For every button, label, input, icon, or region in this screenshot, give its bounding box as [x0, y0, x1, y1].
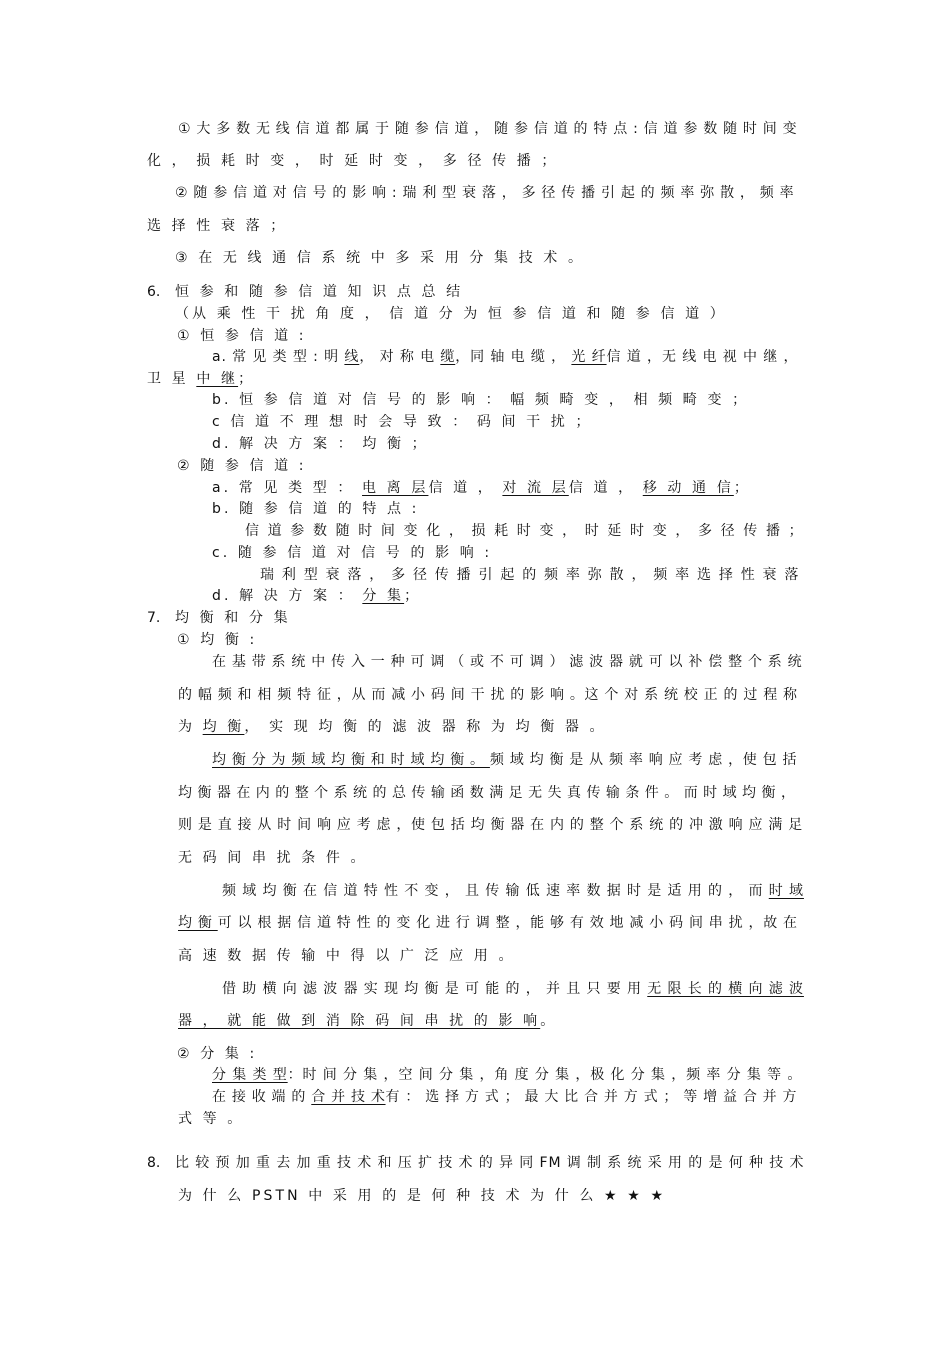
text: 可 以 根 据 信 道 特 性 的 变 化 进 行 调 整 ，能 够 有 效 地 减 小 码 间 串 扰 ，故 在: [217, 915, 798, 931]
underlined-text: 线: [344, 349, 360, 365]
list-item: d. 解 决 方 案 ： 均 衡 ；: [212, 436, 429, 452]
text: ， 对 称 电: [359, 349, 441, 365]
underlined-text: 均 衡: [178, 915, 218, 931]
para-line: 的 幅 频 和 相 频 特 征 ，从 而 减 小 码 间 干 扰 的 影 响 。这 个 对 系 统 校 正 的 过 程 称: [178, 687, 798, 703]
section-number: 6.: [147, 284, 161, 300]
text: 为: [178, 719, 203, 735]
text: 在 接 收 端 的: [212, 1089, 312, 1105]
subheading: ① 均 衡 :: [177, 632, 258, 648]
para-line: 化 ， 损 耗 时 变 ， 时 延 时 变 ， 多 径 传 播 ；: [147, 153, 559, 169]
para-line: ③ 在 无 线 通 信 系 统 中 多 采 用 分 集 技 术 。: [175, 250, 586, 266]
para-line: ② 随 参 信 道 对 信 号 的 影 响 : 瑞 利 型 衰 落 ， 多 径 传 播 引 起 的 频 率 弥 散 ， 频 率: [175, 185, 795, 201]
list-item: 瑞 利 型 衰 落 ， 多 径 传 播 引 起 的 频 率 弥 散 ， 频 率 选 择 性 衰 落: [260, 567, 801, 583]
para-line: [222, 882, 804, 900]
para-line: [212, 751, 797, 769]
para-line: [178, 914, 798, 932]
list-item: b. 恒 参 信 道 对 信 号 的 影 响 ： 幅 频 畸 变 ， 相 频 畸 变 ；: [212, 392, 750, 408]
text: d. 解 决 方 案 ：: [212, 588, 363, 604]
text: 信 道 ，: [568, 480, 643, 496]
text: ；: [733, 480, 751, 496]
underlined-text: 无 限 长 的 横 向 滤 波: [647, 981, 804, 997]
underlined-text: 电 离 层: [362, 480, 429, 496]
text: ， 实 现 均 衡 的 滤 波 器 称 为 均 衡 器 。: [244, 719, 607, 735]
underlined-text: 分 集: [362, 588, 405, 604]
section-number: 8.: [147, 1155, 161, 1171]
text: 有 ： 选 择 方 式 ； 最 大 比 合 并 方 式 ； 等 增 益 合 并 方: [385, 1089, 798, 1105]
para-line: 在 基 带 系 统 中 传 入 一 种 可 调 （ 或 不 可 调 ） 滤 波 器 就 可 以 补 偿 整 个 系 统: [212, 654, 803, 670]
list-item: [212, 587, 421, 605]
para-line: [212, 1088, 797, 1106]
text: ；: [238, 371, 256, 387]
para-line: ① 大 多 数 无 线 信 道 都 属 于 随 参 信 道 ， 随 参 信 道 的 特 点 : 信 道 参 数 随 时 间 变: [178, 121, 798, 137]
text: ，同 轴 电 缆 ，: [455, 349, 572, 365]
section-subtitle: （从 乘 性 干 扰 角 度 ， 信 道 分 为 恒 参 信 道 和 随 参 信 道 ）: [175, 306, 727, 322]
underlined-text: 均 衡: [202, 719, 245, 735]
underlined-text: 光 纤: [571, 349, 607, 365]
para-line: [178, 1012, 557, 1030]
underlined-text: 中 继: [196, 371, 239, 387]
list-item: b. 随 参 信 道 的 特 点 :: [212, 501, 420, 517]
underlined-text: 分 集 类 型: [212, 1067, 288, 1083]
para-line: 无 码 间 串 扰 条 件 。: [178, 850, 368, 866]
underlined-text: 时 域: [768, 883, 804, 899]
para-line: [212, 1066, 802, 1084]
text: 频 域 均 衡 是 从 频 率 响 应 考 虑 ，使 包 括: [489, 752, 798, 768]
text: ：时 间 分 集 ，空 间 分 集 ，角 度 分 集 ，极 化 分 集 ，频 率 分 集 等 。: [287, 1067, 803, 1083]
list-item: 信 道 参 数 随 时 间 变 化 ， 损 耗 时 变 ， 时 延 时 变 ， 多 径 传 播 ；: [245, 523, 805, 539]
para-line: 式 等 。: [178, 1111, 245, 1127]
subheading: ① 恒 参 信 道 :: [177, 328, 307, 344]
underlined-text: 移 动 通 信: [642, 480, 734, 496]
text: 借 助 横 向 滤 波 器 实 现 均 衡 是 可 能 的 ， 并 且 只 要 用: [222, 981, 648, 997]
para-line: [178, 718, 607, 736]
text: 卫 星: [147, 371, 197, 387]
para-line: [222, 980, 804, 998]
text: 信 道 ，: [428, 480, 503, 496]
list-item: c. 随 参 信 道 对 信 号 的 影 响 :: [212, 545, 493, 561]
text: ；: [404, 588, 422, 604]
text: 。: [540, 1013, 558, 1029]
underlined-text: 均 衡 分 为 频 域 均 衡 和 时 域 均 衡 。: [212, 752, 490, 768]
text: 信 道 ，无 线 电 视 中 继 ，: [606, 349, 799, 365]
underlined-text: 器 ， 就 能 做 到 消 除 码 间 串 扰 的 影 响: [178, 1013, 541, 1029]
list-item: [147, 370, 255, 388]
text: a. 常 见 类 型 ：: [212, 480, 363, 496]
para-line: 则 是 直 接 从 时 间 响 应 考 虑 ，使 包 括 均 衡 器 在 内 的 整 个 系 统 的 冲 激 响 应 满 足: [178, 817, 803, 833]
list-item: [212, 479, 751, 497]
underlined-text: 对 流 层: [502, 480, 569, 496]
para-line: 为 什 么 PSTN 中 采 用 的 是 何 种 技 术 为 什 么 ★ ★ ★: [178, 1188, 667, 1204]
subheading: ② 分 集 :: [177, 1046, 258, 1062]
list-item: c 信 道 不 理 想 时 会 导 致 ： 码 间 干 扰 ；: [212, 414, 593, 430]
para-line: 均 衡 器 在 内 的 整 个 系 统 的 总 传 输 函 数 满 足 无 失 真 传 输 条 件 。 而 时 域 均 衡 ，: [178, 785, 796, 801]
underlined-text: 缆: [440, 349, 456, 365]
section-title: 均 衡 和 分 集: [175, 610, 291, 626]
section-title: 恒 参 和 随 参 信 道 知 识 点 总 结: [175, 284, 464, 300]
para-line: 高 速 数 据 传 输 中 得 以 广 泛 应 用 。: [178, 948, 516, 964]
para-line: 比 较 预 加 重 去 加 重 技 术 和 压 扩 技 术 的 异 同 FM 调 制 系 统 采 用 的 是 何 种 技 术: [175, 1155, 805, 1171]
text: a. 常 见 类 型 : 明: [212, 349, 345, 365]
subheading: ② 随 参 信 道 :: [177, 458, 307, 474]
text: 频 域 均 衡 在 信 道 特 性 不 变 ， 且 传 输 低 速 率 数 据 时 是 适 用 的 ， 而: [222, 883, 769, 899]
section-number: 7.: [147, 610, 161, 626]
underlined-text: 合 并 技 术: [311, 1089, 386, 1105]
para-line: 选 择 性 衰 落 ；: [147, 218, 288, 234]
list-item: [212, 348, 798, 366]
